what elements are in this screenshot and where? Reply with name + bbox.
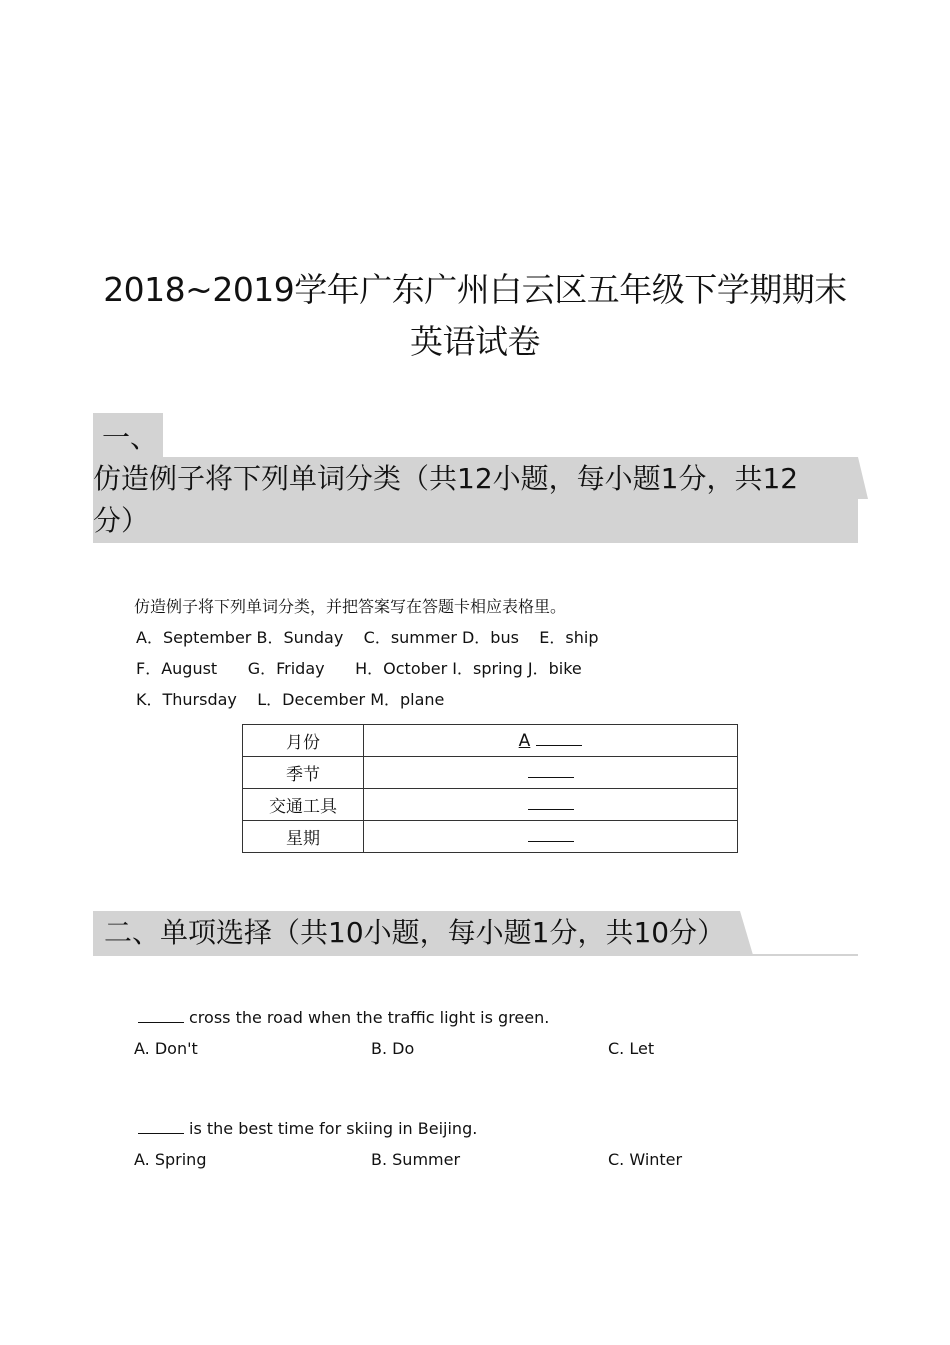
choice-b[interactable]: B. Do (371, 1039, 415, 1058)
answer-cell[interactable] (364, 789, 738, 821)
answer-cell[interactable] (364, 725, 738, 757)
choice-c[interactable]: C. Winter (608, 1150, 683, 1169)
example-answer: A (518, 730, 531, 751)
question-2 (138, 1119, 477, 1138)
answer-blank (528, 827, 574, 842)
category-cell: 季节 (243, 757, 364, 789)
section1-header-band-tail (858, 457, 868, 499)
answer-cell[interactable] (364, 757, 738, 789)
table-row (243, 789, 738, 821)
question-blank (138, 1120, 184, 1134)
answer-blank (528, 763, 574, 778)
table-row (243, 821, 738, 853)
section1-instruction: 仿造例子将下列单词分类，并把答案写在答题卡相应表格里。 (134, 597, 567, 616)
table-row (243, 757, 738, 789)
answer-blank (528, 795, 574, 810)
answer-blank (536, 731, 582, 746)
word-options-row: F．August G．Friday H．October I．spring J．bike (136, 659, 582, 678)
category-cell: 交通工具 (243, 789, 364, 821)
table-row (243, 725, 738, 757)
question-1 (138, 1008, 549, 1027)
classification-table (242, 724, 738, 853)
section2-header-rule (93, 954, 858, 956)
question-blank (138, 1009, 184, 1023)
word-options-row: K．Thursday L．December M．plane (136, 690, 445, 709)
category-cell: 星期 (243, 821, 364, 853)
page-title-line2: 英语试卷 (410, 322, 540, 361)
choice-a[interactable]: A. Don't (134, 1039, 198, 1058)
section2-heading: 二、单项选择（共10小题，每小题1分，共10分） (104, 916, 726, 949)
section1-number: 一、 (102, 421, 159, 454)
answer-cell[interactable] (364, 821, 738, 853)
word-options-row: A．September B．Sunday C．summer D．bus E．ship (136, 628, 599, 647)
page-title-line1: 2018~2019学年广东广州白云区五年级下学期期末 (103, 270, 847, 309)
section1-heading: 仿造例子将下列单词分类（共12小题，每小题1分，共12分） (93, 462, 799, 537)
question-text: is the best time for skiing in Beijing. (189, 1119, 478, 1138)
choice-a[interactable]: A. Spring (134, 1150, 207, 1169)
category-cell: 月份 (243, 725, 364, 757)
question-text: cross the road when the traffic light is green. (189, 1008, 550, 1027)
choice-c[interactable]: C. Let (608, 1039, 655, 1058)
choice-b[interactable]: B. Summer (371, 1150, 461, 1169)
